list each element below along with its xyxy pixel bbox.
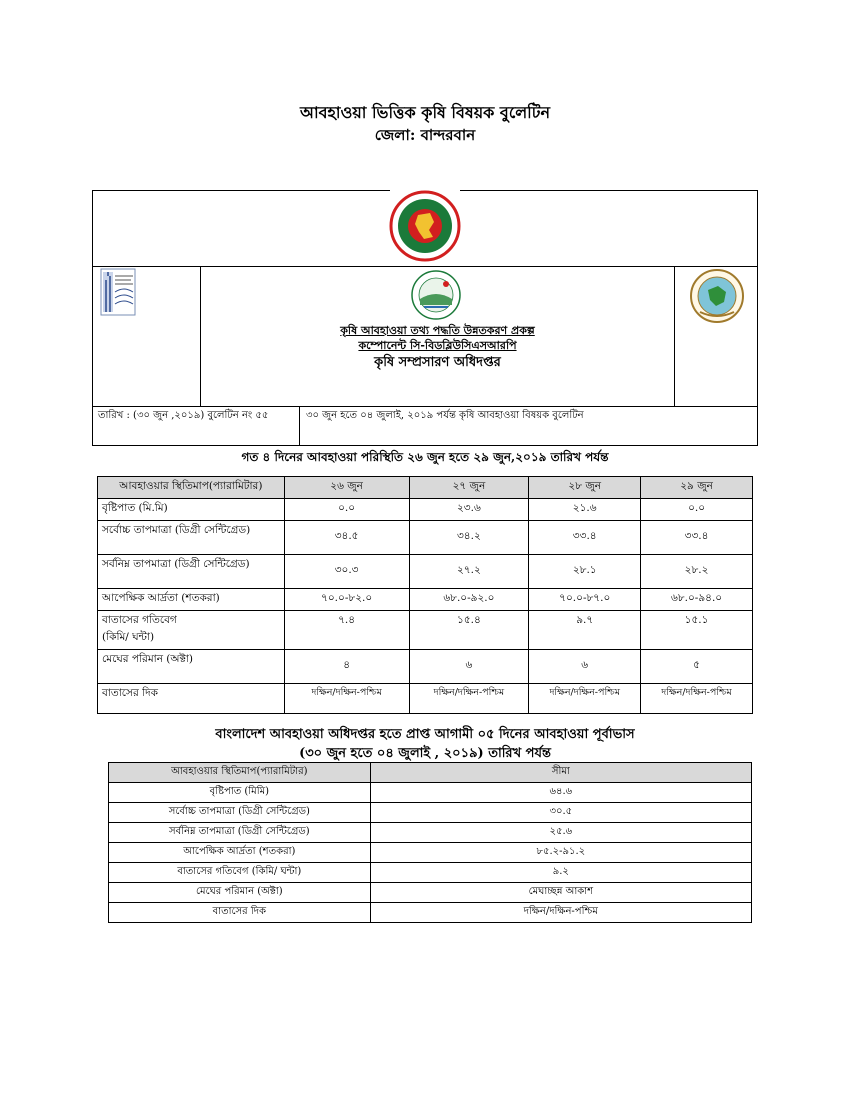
district-label: জেলা: বান্দরবান bbox=[374, 126, 476, 144]
value-cell: ৩৩.৪ bbox=[641, 521, 753, 555]
param-cell: বৃষ্টিপাত (মি.মি) bbox=[98, 499, 285, 521]
param-header: আবহাওয়ার স্থিতিমাপ(প্যারামিটার) bbox=[109, 763, 371, 783]
value-cell: ৭০.০-৮৭.০ bbox=[529, 589, 641, 611]
table-header-row bbox=[109, 763, 752, 783]
value-cell: ১৫.৪ bbox=[409, 611, 529, 650]
project-component: কম্পোনেন্ট সি-বিডব্লিউসিএসআরপি bbox=[358, 339, 517, 352]
date-header: ২৭ জুন bbox=[409, 477, 529, 499]
value-cell: ২৮.১ bbox=[529, 555, 641, 589]
value-cell: ৬ bbox=[409, 650, 529, 684]
value-cell: ৯.৭ bbox=[529, 611, 641, 650]
param-cell: সর্বনিম্ন তাপমাত্রা (ডিগ্রী সেন্টিগ্রেড) bbox=[98, 555, 285, 589]
value-cell: ৬ bbox=[529, 650, 641, 684]
value-cell: ৫ bbox=[641, 650, 753, 684]
value-cell: ৯.২ bbox=[370, 863, 751, 883]
date-header: ২৬ জুন bbox=[284, 477, 409, 499]
value-cell: ৭০.০-৮২.০ bbox=[284, 589, 409, 611]
forecast-heading: বাংলাদেশ আবহাওয়া অধিদপ্তর হতে প্রাপ্ত আগামী ০৫ দিনের আবহাওয়া পূর্বাভাস bbox=[215, 727, 635, 742]
value-cell: দক্ষিন/দক্ষিন-পশ্চিম bbox=[641, 684, 753, 714]
value-cell: ৩০.৫ bbox=[370, 803, 751, 823]
param-unit: (কিমি/ ঘন্টা) bbox=[102, 631, 155, 643]
table-row bbox=[109, 803, 752, 823]
param-cell: বাতাসের দিক bbox=[109, 903, 371, 923]
value-cell: ৮৫.২-৯১.২ bbox=[370, 843, 751, 863]
government-seal-icon bbox=[388, 190, 462, 266]
table-row bbox=[98, 650, 753, 684]
param-cell: মেঘের পরিমান (অক্টা) bbox=[98, 650, 285, 684]
date-header: ২৯ জুন bbox=[641, 477, 753, 499]
value-cell: ০.০ bbox=[641, 499, 753, 521]
param-cell: বৃষ্টিপাত (মিমি) bbox=[109, 783, 371, 803]
value-cell: ৩০.৩ bbox=[284, 555, 409, 589]
table-row bbox=[109, 823, 752, 843]
past-weather-heading: গত ৪ দিনের আবহাওয়া পরিস্থিতি ২৬ জুন হতে ২৯ জুন,২০১৯ তারিখ পর্যন্ত bbox=[241, 450, 609, 464]
param-text: বাতাসের গতিবেগ bbox=[102, 614, 177, 626]
value-cell: দক্ষিন/দক্ষিন-পশ্চিম bbox=[409, 684, 529, 714]
forecast-table bbox=[108, 762, 752, 923]
header-divider bbox=[93, 406, 757, 407]
department-name: কৃষি সম্প্রসারণ অধিদপ্তর bbox=[374, 355, 501, 370]
value-cell: ০.০ bbox=[284, 499, 409, 521]
table-row bbox=[109, 863, 752, 883]
table-row bbox=[98, 611, 753, 650]
value-cell: দক্ষিন/দক্ষিন-পশ্চিম bbox=[370, 903, 751, 923]
bulletin-date: তারিখ : (৩০ জুন ,২০১৯) বুলেটিন নং ৫৫ bbox=[98, 410, 269, 421]
value-cell: ৪ bbox=[284, 650, 409, 684]
table-row bbox=[98, 499, 753, 521]
value-cell: ৬৪.৬ bbox=[370, 783, 751, 803]
value-cell: ৬৮.০-৯২.০ bbox=[409, 589, 529, 611]
value-cell: ২৫.৬ bbox=[370, 823, 751, 843]
param-header: আবহাওয়ার স্থিতিমাপ(প্যারামিটার) bbox=[98, 477, 285, 499]
table-row bbox=[109, 903, 752, 923]
project-logo-icon bbox=[406, 269, 466, 325]
param-cell: বাতাসের গতিবেগ (কিমি/ ঘন্টা) bbox=[109, 863, 371, 883]
value-cell: ৩৪.২ bbox=[409, 521, 529, 555]
param-cell: বাতাসের দিক bbox=[98, 684, 285, 714]
param-cell: সর্বনিম্ন তাপমাত্রা (ডিগ্রী সেন্টিগ্রেড) bbox=[109, 823, 371, 843]
param-cell: আপেক্ষিক আর্দ্রতা (শতকরা) bbox=[98, 589, 285, 611]
value-cell: ১৫.১ bbox=[641, 611, 753, 650]
value-cell: দক্ষিন/দক্ষিন-পশ্চিম bbox=[284, 684, 409, 714]
value-cell: ২১.৬ bbox=[529, 499, 641, 521]
project-name: কৃষি আবহাওয়া তথ্য পদ্ধতি উন্নতকরণ প্রকল্প bbox=[340, 324, 535, 337]
forecast-period: (৩০ জুন হতে ০৪ জুলাই , ২০১৯) তারিখ পর্যন্ত bbox=[299, 746, 551, 761]
value-cell: ৬৮.০-৯৪.০ bbox=[641, 589, 753, 611]
date-header: ২৮ জুন bbox=[529, 477, 641, 499]
bulletin-period: ৩০ জুন হতে ০৪ জুলাই, ২০১৯ পর্যন্ত কৃষি আবহাওয়া বিষয়ক বুলেটিন bbox=[306, 410, 584, 421]
table-row bbox=[109, 843, 752, 863]
value-cell: মেঘাচ্ছন্ন আকাশ bbox=[370, 883, 751, 903]
range-header: সীমা bbox=[370, 763, 751, 783]
value-cell: ২৮.২ bbox=[641, 555, 753, 589]
value-cell: ৩৪.৫ bbox=[284, 521, 409, 555]
value-cell: ৭.৪ bbox=[284, 611, 409, 650]
table-row bbox=[98, 555, 753, 589]
value-cell: ২৭.২ bbox=[409, 555, 529, 589]
value-cell: দক্ষিন/দক্ষিন-পশ্চিম bbox=[529, 684, 641, 714]
param-cell: আপেক্ষিক আর্দ্রতা (শতকরা) bbox=[109, 843, 371, 863]
header-divider bbox=[93, 266, 757, 267]
table-row bbox=[109, 783, 752, 803]
value-cell: ২৩.৬ bbox=[409, 499, 529, 521]
table-header-row bbox=[98, 477, 753, 499]
table-row bbox=[109, 883, 752, 903]
dae-logo-icon bbox=[688, 268, 746, 328]
past-weather-table bbox=[97, 476, 753, 714]
param-cell bbox=[98, 611, 285, 650]
param-cell: সর্বোচ্চ তাপমাত্রা (ডিগ্রী সেন্টিগ্রেড) bbox=[109, 803, 371, 823]
met-department-logo-icon bbox=[100, 268, 136, 320]
table-row bbox=[98, 521, 753, 555]
header-divider bbox=[299, 406, 300, 446]
bulletin-title: আবহাওয়া ভিত্তিক কৃষি বিষয়ক বুলেটিন bbox=[299, 103, 551, 122]
table-row bbox=[98, 684, 753, 714]
table-row bbox=[98, 589, 753, 611]
value-cell: ৩৩.৪ bbox=[529, 521, 641, 555]
param-cell: সর্বোচ্চ তাপমাত্রা (ডিগ্রী সেন্টিগ্রেড) bbox=[98, 521, 285, 555]
param-cell: মেঘের পরিমান (অক্টা) bbox=[109, 883, 371, 903]
